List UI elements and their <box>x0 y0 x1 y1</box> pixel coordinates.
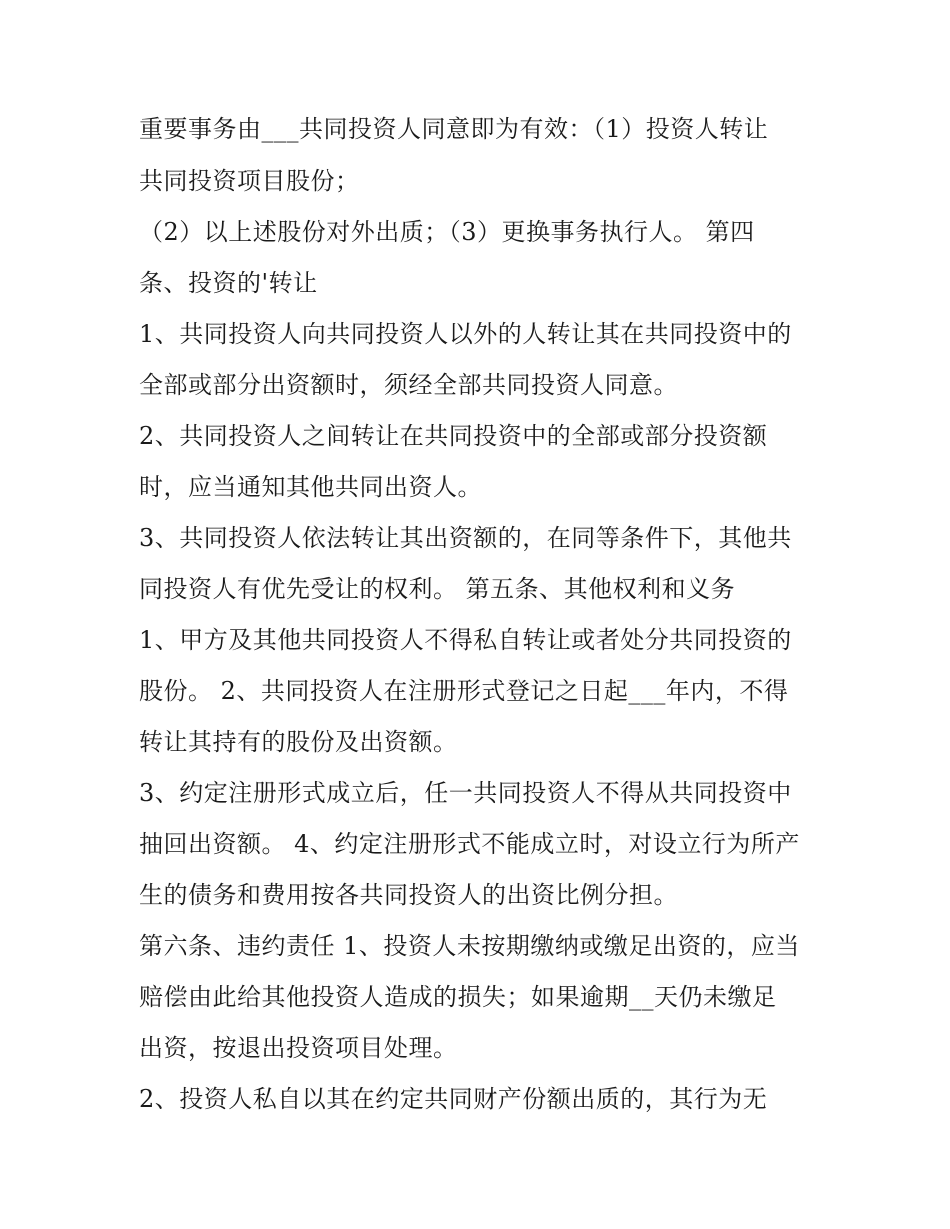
text-line: 同投资人有优先受让的权利。 第五条、其他权利和义务 <box>139 575 736 603</box>
text-line: 转让其持有的股份及出资额。 <box>139 728 458 756</box>
text-line: 3、约定注册形式成立后，任一共同投资人不得从共同投资中 <box>139 779 792 807</box>
text-line: 全部或部分出资额时，须经全部共同投资人同意。 <box>139 371 678 399</box>
text-line: 抽回出资额。 4、约定注册形式不能成立时，对设立行为所产 <box>139 830 800 858</box>
text-line: 生的债务和费用按各共同投资人的出资比例分担。 <box>139 881 678 909</box>
text-line: 时，应当通知其他共同出资人。 <box>139 473 482 501</box>
text-line: 条、投资的'转让 <box>139 269 318 297</box>
text-line: 出资，按退出投资项目处理。 <box>139 1034 458 1062</box>
text-line: 第六条、违约责任 1、投资人未按期缴纳或缴足出资的，应当 <box>139 932 800 960</box>
text-line: 2、投资人私自以其在约定共同财产份额出质的，其行为无 <box>139 1085 768 1113</box>
text-line: 重要事务由___共同投资人同意即为有效：（1）投资人转让 <box>139 115 769 143</box>
text-line: 2、共同投资人之间转让在共同投资中的全部或部分投资额 <box>139 422 768 450</box>
text-line: 股份。 2、共同投资人在注册形式登记之日起___年内，不得 <box>139 677 789 705</box>
text-line: （2）以上述股份对外出质；（3）更换事务执行人。 第四 <box>139 218 755 246</box>
text-line: 1、共同投资人向共同投资人以外的人转让其在共同投资中的 <box>139 320 792 348</box>
text-line: 1、甲方及其他共同投资人不得私自转让或者处分共同投资的 <box>139 626 792 654</box>
text-line: 共同投资项目股份； <box>139 167 360 195</box>
text-line: 赔偿由此给其他投资人造成的损失；如果逾期__天仍未缴足 <box>139 983 777 1011</box>
text-line: 3、共同投资人依法转让其出资额的，在同等条件下，其他共 <box>139 524 792 552</box>
